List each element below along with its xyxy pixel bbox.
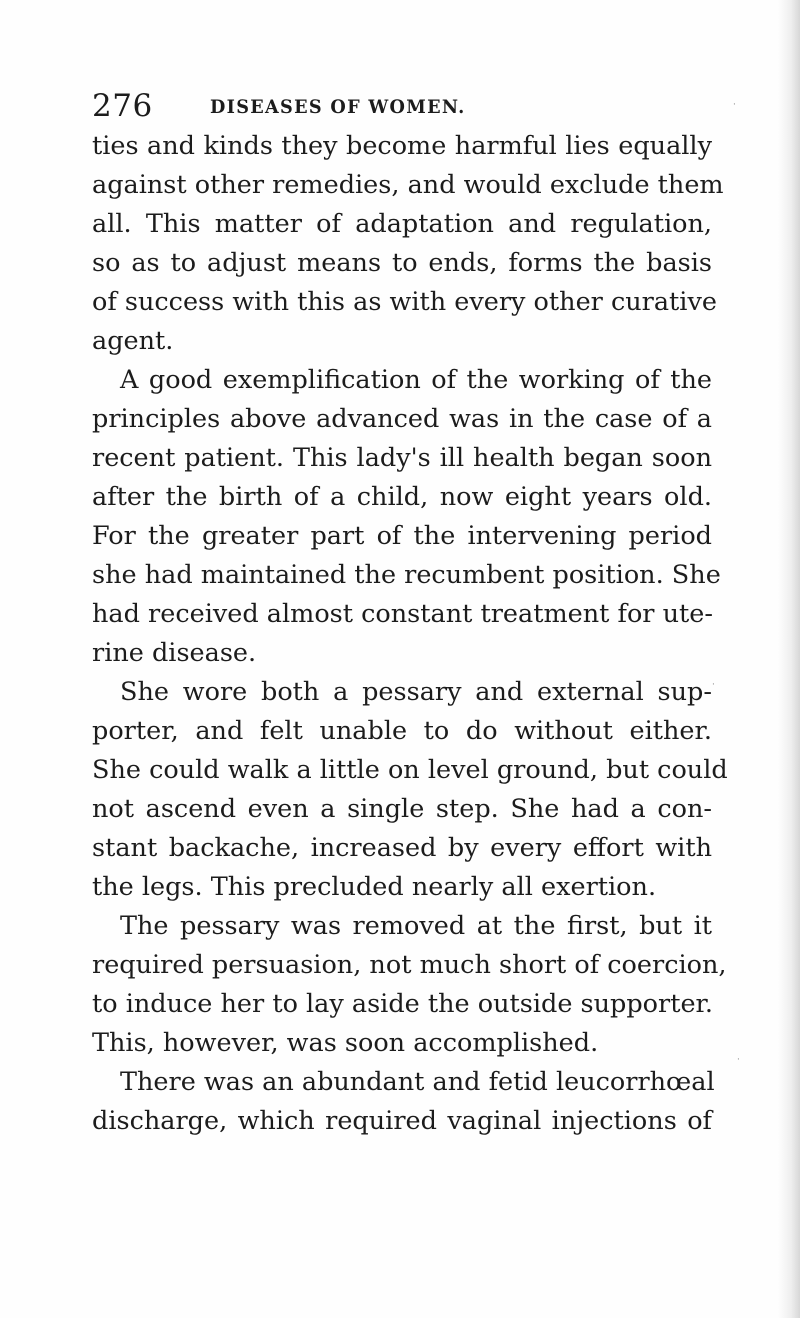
paragraph-first-line: There was an abundant and fetid leucorrhœal — [120, 1067, 715, 1097]
text-line: For the greater part of the intervening period — [92, 521, 712, 551]
body-text — [92, 127, 728, 1141]
text-line: She could walk a little on level ground, but could — [92, 755, 728, 785]
text-line: she had maintained the recumbent position. She — [92, 560, 721, 590]
text-line: principles above advanced was in the case of a — [92, 404, 712, 434]
text-line: stant backache, increased by every effort with — [92, 833, 712, 863]
page-edge-shadow — [778, 0, 800, 1318]
text-line: so as to adjust means to ends, forms the basis — [92, 248, 712, 278]
text-line: all. This matter of adaptation and regulation, — [92, 209, 712, 239]
text-line: This, however, was soon accomplished. — [92, 1028, 599, 1058]
text-line: of success with this as with every other curative — [92, 287, 717, 317]
scan-speck: · — [737, 1055, 740, 1065]
text-line: the legs. This precluded nearly all exertion. — [92, 872, 657, 902]
text-line: porter, and felt unable to do without either. — [92, 716, 712, 746]
text-line: required persuasion, not much short of coercion, — [92, 950, 727, 980]
text-line: not ascend even a single step. She had a con- — [92, 794, 712, 824]
text-line: recent patient. This lady's ill health began soon — [92, 443, 712, 473]
text-line: had received almost constant treatment for ute- — [92, 599, 713, 629]
paragraph-first-line: She wore both a pessary and external sup- — [120, 677, 712, 707]
scan-speck: · — [712, 680, 715, 690]
paragraph-first-line: A good exemplification of the working of the — [120, 365, 712, 395]
running-head: DISEASES OF WOMEN. — [210, 96, 466, 118]
text-line: discharge, which required vaginal injections of — [92, 1106, 712, 1136]
text-line: against other remedies, and would exclude them — [92, 170, 724, 200]
text-line: after the birth of a child, now eight years old. — [92, 482, 712, 512]
page-number: 276 — [92, 88, 153, 124]
text-line: to induce her to lay aside the outside supporter. — [92, 989, 714, 1019]
text-line: ties and kinds they become harmful lies equally — [92, 131, 712, 161]
text-line: agent. — [92, 326, 174, 356]
scan-speck: · — [733, 100, 736, 110]
text-line: rine disease. — [92, 638, 257, 668]
paragraph-first-line: The pessary was removed at the first, but it — [120, 911, 712, 941]
page-header — [92, 86, 712, 126]
